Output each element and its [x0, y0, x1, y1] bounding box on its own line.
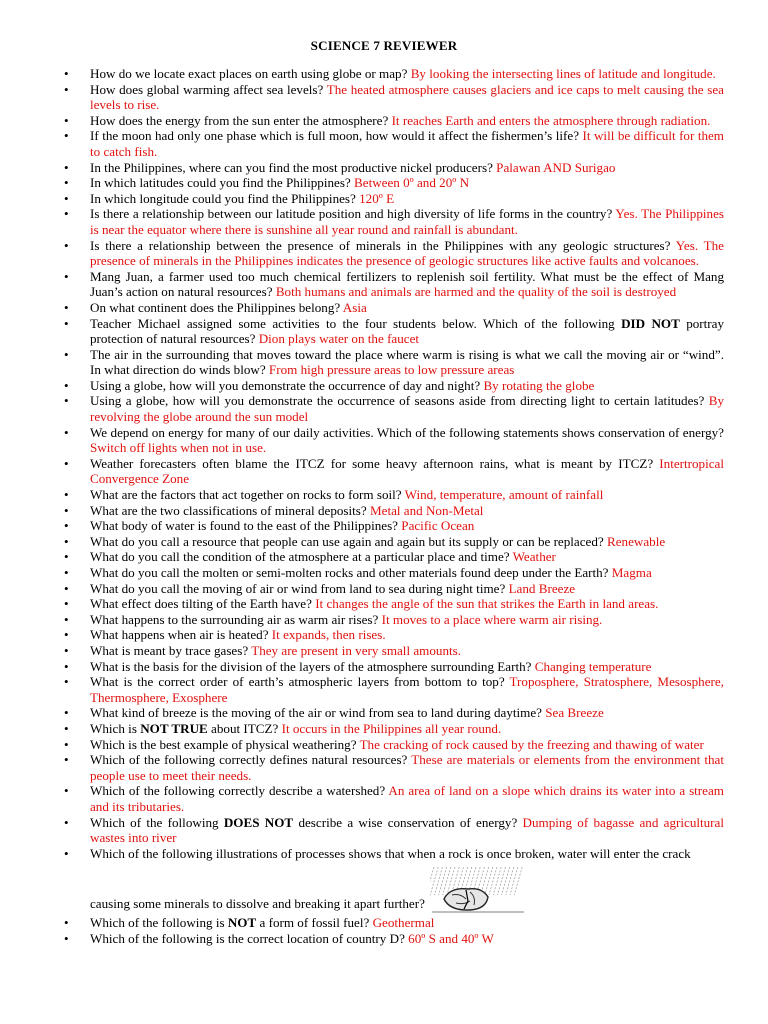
question-continuation [90, 861, 724, 915]
answer-text: It expands, then rises. [271, 627, 386, 643]
list-item [60, 425, 724, 456]
question-text: On what continent does the Philippines belong? [90, 299, 341, 315]
answer-text: It occurs in the Philippines all year round. [281, 720, 502, 736]
question-text: What body of water is found to the east of the Philippines? [90, 518, 398, 534]
question-text: What effect does tilting of the Earth have? [90, 596, 312, 612]
question-text: What happens to the surrounding air as warm air rises? [90, 611, 379, 627]
answer-text: The cracking of rock caused by the freezing and thawing of water [359, 736, 704, 752]
answer-text: Land Breeze [508, 580, 576, 596]
question-text: What do you call the condition of the atmosphere at a particular place and time? [90, 549, 510, 565]
list-item [60, 503, 724, 519]
question-text: Using a globe, how will you demonstrate the occurrence of seasons aside from directing light to certain latitudes? [90, 393, 705, 409]
answer-text: An area of land on a slope which drains its water into a stream and its tributaries. [90, 783, 724, 814]
list-item [60, 238, 724, 269]
list-item [60, 128, 724, 159]
list-item [60, 456, 724, 487]
list-item [60, 534, 724, 550]
question-text: Which of the following correctly describe a watershed? [90, 783, 386, 799]
answer-text: Troposphere, Stratosphere, Mesosphere, Thermosphere, Exosphere [90, 674, 724, 705]
question-text: Which is the best example of physical weathering? [90, 736, 357, 752]
answer-text: 120º E [359, 190, 395, 206]
answer-text: These are materials or elements from the environment that people use to meet their needs. [90, 752, 724, 783]
list-item [60, 643, 724, 659]
answer-text: Geothermal [372, 915, 435, 931]
question-text: What do you call a resource that people can use again and again but its supply or can be replaced? [90, 533, 604, 549]
list-item [60, 915, 724, 931]
list-item [60, 705, 724, 721]
answer-text: They are present in very small amounts. [251, 642, 462, 658]
list-item [60, 378, 724, 394]
question-text: Using a globe, how will you demonstrate the occurrence of day and night? [90, 377, 481, 393]
question-text: If the moon had only one phase which is full moon, how would it affect the fishermen’s life? [90, 128, 580, 144]
question-text: Is there a relationship between the presence of minerals in the Philippines with any geologic structures? [90, 237, 671, 253]
question-text: causing some minerals to dissolve and breaking it apart further? [90, 896, 425, 912]
list-item [60, 627, 724, 643]
list-item [60, 737, 724, 753]
answer-text: It will be difficult for them to catch fish. [90, 128, 724, 159]
answer-text: Dumping of bagasse and agricultural wastes into river [90, 814, 724, 846]
answer-text: By looking the intersecting lines of latitude and longitude. [410, 66, 716, 81]
answer-text: It moves to a place where warm air rising. [381, 611, 603, 627]
list-item [60, 206, 724, 237]
answer-text: Asia [342, 299, 367, 315]
question-text: What are the two classifications of mineral deposits? [90, 502, 367, 518]
question-text: Which of the following is the correct location of country D? [90, 930, 405, 946]
list-item [60, 549, 724, 565]
answer-text: Switch off lights when not in use. [90, 440, 267, 456]
question-text: Which of the following is [90, 915, 225, 931]
question-text: What do you call the moving of air or wind from land to sea during night time? [90, 580, 506, 596]
question-text: Weather forecasters often blame the ITCZ for some heavy afternoon rains, what is meant by ITCZ? [90, 455, 654, 471]
weathering-rock-illustration [430, 865, 526, 915]
list-item [60, 783, 724, 814]
question-text: What are the factors that act together on rocks to form soil? [90, 487, 402, 503]
question-text: Mang Juan, a farmer used too much chemical fertilizers to replenish soil fertility. What must be the effect of Mang Juan’s action on natural resources? [90, 268, 724, 300]
list-item [60, 596, 724, 612]
question-text: How do we locate exact places on earth using globe or map? [90, 66, 408, 81]
question-text: What kind of breeze is the moving of the air or wind from sea to land during daytime? [90, 705, 542, 721]
list-item [60, 674, 724, 705]
answer-text: Yes. The presence of minerals in the Philippines indicates the presence of geologic structures like active faults and volcanoes. [90, 237, 724, 269]
list-item [60, 82, 724, 113]
answer-text: Pacific Ocean [401, 518, 475, 534]
list-item [60, 191, 724, 207]
answer-text: Weather [512, 549, 556, 565]
list-item [60, 316, 724, 347]
list-item [60, 931, 724, 947]
list-item [60, 66, 724, 82]
answer-text: Between 0º and 20º N [354, 175, 470, 191]
question-text: The air in the surrounding that moves toward the place where warm is rising is what we call the moving air or “wind”. In what direction do winds blow? [90, 346, 724, 378]
answer-text: Magma [611, 565, 652, 580]
list-item [60, 612, 724, 628]
question-emphasis: NOT TRUE [140, 720, 208, 736]
list-item [60, 347, 724, 378]
question-text: Which of the following [90, 814, 219, 830]
question-text: Is there a relationship between our latitude position and high diversity of life forms in the country? [90, 206, 613, 222]
question-text: Which is [90, 720, 137, 736]
answer-text: Both humans and animals are harmed and the quality of the soil is destroyed [275, 284, 677, 300]
list-item [60, 659, 724, 675]
answer-text: It reaches Earth and enters the atmosphere through radiation. [391, 112, 711, 128]
question-text: In which longitude could you find the Philippines? [90, 190, 356, 206]
question-text: What is meant by trace gases? [90, 642, 249, 658]
list-item [60, 846, 724, 916]
question-text: What do you call the molten or semi-molten rocks and other materials found deep under the Earth? [90, 565, 609, 580]
question-text: Teacher Michael assigned some activities to the four students below. Which of the following [90, 315, 615, 331]
answer-text: Intertropical Convergence Zone [90, 455, 724, 487]
list-item [60, 487, 724, 503]
answer-text: Changing temperature [534, 658, 652, 674]
answer-text: By rotating the globe [483, 377, 595, 393]
question-text: Which of the following illustrations of processes shows that when a rock is once broken, water will enter the crack [90, 845, 691, 861]
answer-text: Wind, temperature, amount of rainfall [404, 487, 604, 503]
answer-text: By revolving the globe around the sun model [90, 393, 724, 425]
page-title: SCIENCE 7 REVIEWER [310, 38, 458, 53]
list-item [60, 752, 724, 783]
list-item [60, 269, 724, 300]
question-text: What is the basis for the division of the layers of the atmosphere surrounding Earth? [90, 658, 532, 674]
question-text: In the Philippines, where can you find the most productive nickel producers? [90, 159, 493, 175]
question-text: What is the correct order of earth’s atmospheric layers from bottom to top? [90, 674, 505, 690]
answer-text: From high pressure areas to low pressure areas [268, 362, 515, 378]
list-item [60, 581, 724, 597]
list-item [60, 721, 724, 737]
answer-text: Renewable [607, 533, 666, 549]
list-item [60, 300, 724, 316]
answer-text: Yes. The Philippines is near the equator where there is sunshine all year round and rainfall is abundant. [90, 206, 724, 237]
list-item [60, 175, 724, 191]
question-emphasis: NOT [227, 915, 257, 931]
list-item [60, 393, 724, 424]
question-list [60, 66, 724, 946]
list-item [60, 160, 724, 176]
list-item [60, 113, 724, 129]
question-text: a form of fossil fuel? [259, 915, 370, 931]
question-text: Which of the following correctly defines natural resources? [90, 752, 408, 768]
answer-text: Metal and Non-Metal [369, 502, 484, 518]
question-text: portray protection of natural resources? [90, 315, 725, 347]
answer-text: It changes the angle of the sun that strikes the Earth in land areas. [315, 596, 659, 612]
answer-text: Dion plays water on the faucet [258, 331, 420, 347]
question-text: about ITCZ? [211, 720, 279, 736]
answer-text: The heated atmosphere causes glaciers and ice caps to melt causing the sea levels to rise. [90, 81, 724, 113]
question-emphasis: DID NOT [621, 315, 680, 331]
answer-text: Sea Breeze [545, 705, 604, 721]
answer-text: Palawan AND Surigao [496, 159, 616, 175]
answer-text: 60º S and 40º W [408, 930, 494, 946]
question-text: We depend on energy for many of our daily activities. Which of the following statements shows conservation of energy? [90, 424, 724, 440]
question-text: How does the energy from the sun enter the atmosphere? [90, 112, 389, 128]
list-item [60, 815, 724, 846]
question-text: In which latitudes could you find the Philippines? [90, 175, 351, 191]
question-text: How does global warming affect sea levels? [90, 81, 324, 97]
question-text: What happens when air is heated? [90, 627, 269, 643]
question-text: describe a wise conservation of energy? [298, 814, 518, 830]
question-emphasis: DOES NOT [223, 814, 294, 830]
list-item [60, 565, 724, 581]
list-item [60, 518, 724, 534]
